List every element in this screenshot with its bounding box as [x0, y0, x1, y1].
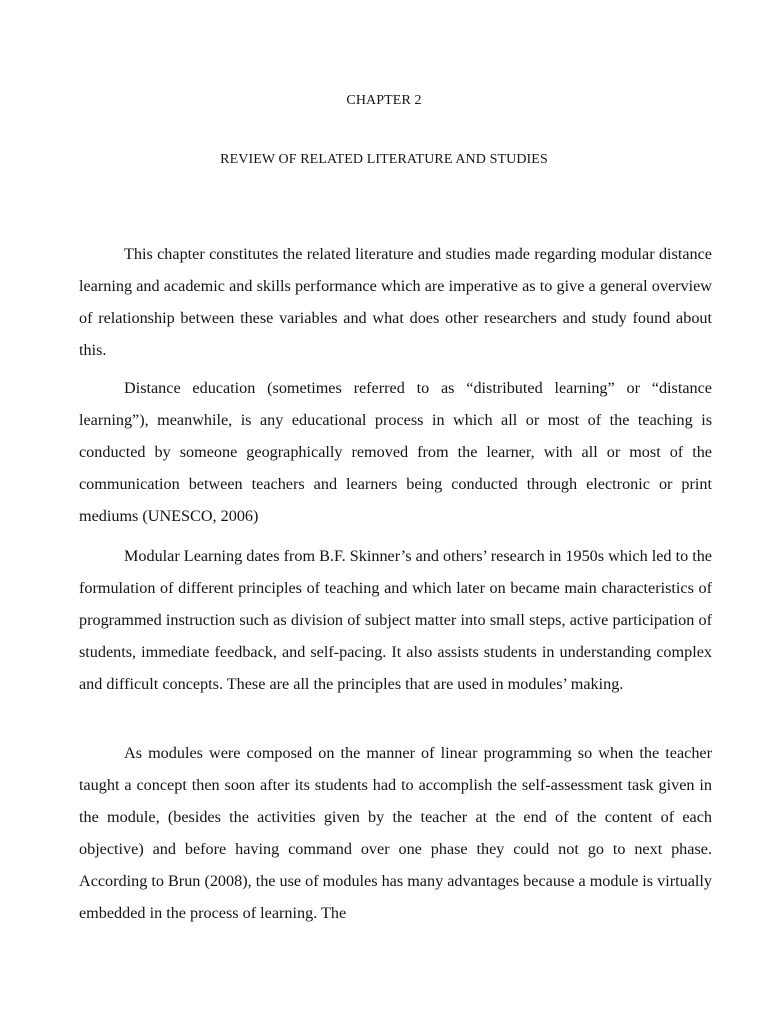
paragraph-modules-composition: As modules were composed on the manner of linear programming so when the teacher taught a concept then soon after its students had to accomplish the self-assessment task given in the module, (besides the activities given by the teacher at the end of the content of each objective) and before having command over one phase they could not go to next phase. According to Brun (2008), the use of modules has many advantages because a module is virtually embedded in the process of learning. The [79, 744, 712, 922]
chapter-label: CHAPTER 2 [346, 93, 422, 108]
chapter-title: REVIEW OF RELATED LITERATURE AND STUDIES [220, 152, 548, 167]
paragraph-modular-learning: Modular Learning dates from B.F. Skinner’s and others’ research in 1950s which led to the formulation of different principles of teaching and which later on became main characteristics of programmed instruction such as division of subject matter into small steps, active participation of students, immediate feedback, and self-pacing. It also assists students in understanding complex and difficult concepts. These are all the principles that are used in modules’ making. [79, 547, 712, 693]
paragraph-intro: This chapter constitutes the related literature and studies made regarding modular distance learning and academic and skills performance which are imperative as to give a general overview of relationship between these variables and what does other researchers and study found about this. [79, 245, 712, 359]
paragraph-distance-education: Distance education (sometimes referred to as “distributed learning” or “distance learning”), meanwhile, is any educational process in which all or most of the teaching is conducted by someone geographically removed from the learner, with all or most of the communication between teachers and learners being conducted through electronic or print mediums (UNESCO, 2006) [79, 379, 712, 525]
